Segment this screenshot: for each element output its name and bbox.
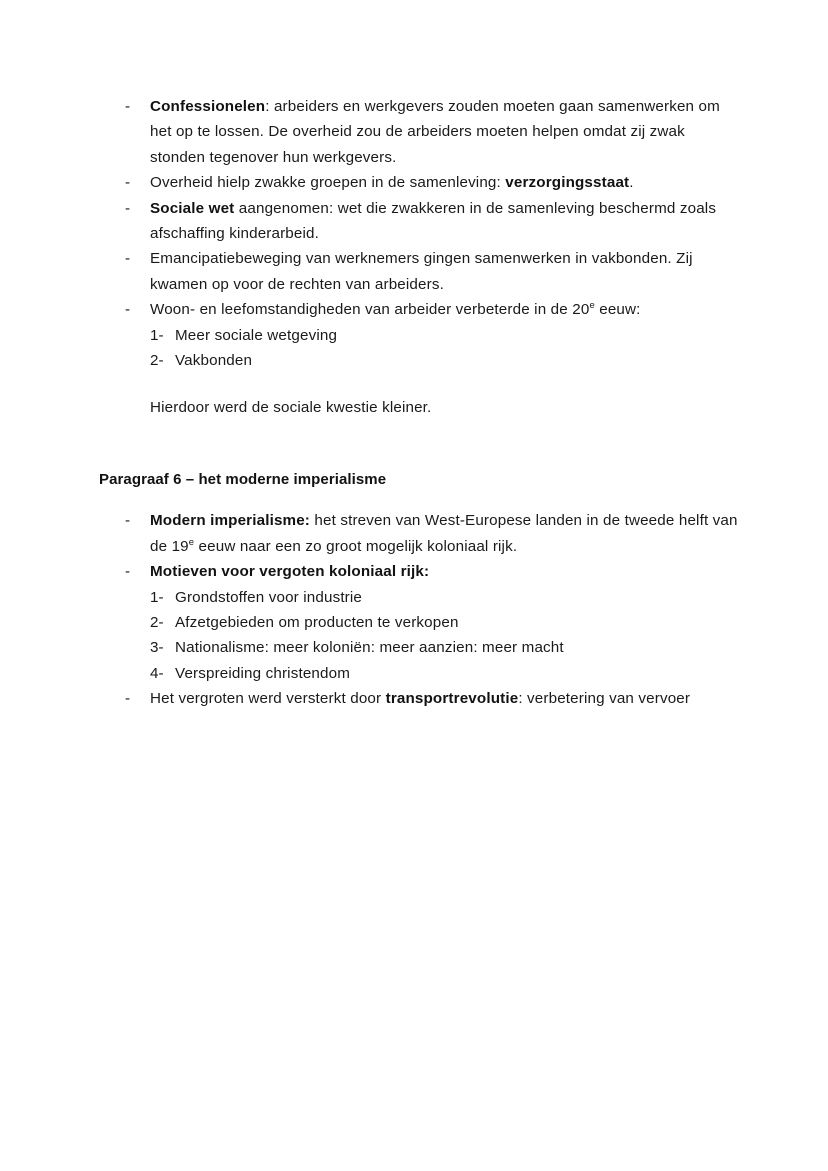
numbered-list-item: [99, 348, 739, 373]
list-item-body-pre: Woon- en leefomstandigheden van arbeider verbeterde in de 20: [150, 301, 590, 319]
dash-bullet-marker: -: [125, 690, 131, 708]
list-item: [99, 196, 739, 247]
list-item-body-post: eeuw naar een zo groot mogelijk koloniaal rijk.: [194, 537, 518, 555]
list-item-text: [150, 297, 739, 322]
paragraph-spacer: [99, 373, 739, 395]
list-item-body-post: eeuw:: [594, 301, 641, 319]
numbered-list-item: [99, 610, 739, 635]
document-content: [99, 94, 739, 712]
list-item-text: [150, 508, 739, 559]
number-marker: 1-: [150, 326, 164, 344]
dash-bullet-marker: -: [125, 174, 131, 192]
numbered-list-item: [99, 661, 739, 686]
ordinal-superscript: e: [188, 535, 195, 547]
bold-term: transportrevolutie: [385, 690, 519, 708]
numbered-list-item-text: Afzetgebieden om producten te verkopen: [175, 613, 459, 631]
list-item-text: [150, 170, 739, 195]
list-item-body: aangenomen: wet die zwakkeren in de samenleving beschermd zoals afschaffing kinderarbeid.: [150, 199, 717, 243]
list-item-text: [150, 686, 739, 711]
list-item-body: : arbeiders en werkgevers zouden moeten gaan samenwerken om het op te lossen. De overheid zou de arbeiders moeten helpen omdat zij zwak stonden tegenover hun werkgevers.: [150, 98, 720, 166]
list-item-text: [150, 94, 739, 170]
list-item-body-post: .: [629, 174, 634, 192]
dash-bullet-marker: -: [125, 301, 131, 319]
list-item-body-pre: Overheid hielp zwakke groepen in de samenleving:: [150, 174, 506, 192]
dash-bullet-marker: -: [125, 250, 131, 268]
list-item-body-pre: het streven van West-Europese landen in de tweede helft van de 19: [150, 512, 738, 555]
numbered-list-item-text: Meer sociale wetgeving: [175, 326, 338, 344]
bold-term: Modern imperialisme:: [150, 512, 311, 530]
dash-bullet-marker: -: [125, 98, 131, 115]
list-item-body-pre: Het vergroten werd versterkt door: [150, 690, 386, 708]
list-item: [99, 246, 739, 297]
list-item: [99, 297, 739, 322]
dash-bullet-marker: -: [125, 563, 131, 581]
number-marker: 3-: [150, 639, 164, 657]
list-item: [99, 170, 739, 195]
numbered-list-item-text: Verspreiding christendom: [175, 664, 351, 682]
list-item: [99, 94, 739, 170]
list-item: [99, 559, 739, 584]
numbered-list-item-text: Grondstoffen voor industrie: [175, 588, 363, 606]
section-heading: Paragraaf 6 – het moderne imperialisme: [99, 470, 387, 488]
bold-term: verzorgingsstaat: [505, 174, 630, 192]
numbered-list-item: [99, 635, 739, 660]
list-item-text: Emancipatiebeweging van werknemers gingen samenwerken in vakbonden. Zij kwamen op voor de rechten van arbeiders.: [150, 250, 693, 293]
dash-bullet-marker: -: [125, 512, 131, 530]
number-marker: 1-: [150, 588, 164, 606]
dash-bullet-marker: -: [125, 199, 131, 217]
heading-spacer: [99, 492, 739, 508]
number-marker: 2-: [150, 352, 164, 370]
section-spacer: [99, 421, 739, 467]
numbered-list-item: [99, 585, 739, 610]
section-modern-imperialism: [99, 467, 739, 712]
bold-term: Confessionelen: [150, 98, 266, 115]
number-marker: 2-: [150, 613, 164, 631]
list-item-body-post: : verbetering van vervoer: [518, 690, 691, 708]
closing-paragraph: Hierdoor werd de sociale kwestie kleiner.: [150, 399, 432, 417]
bold-term: Sociale wet: [150, 199, 235, 217]
numbered-list-item: [99, 323, 739, 348]
section-social-question: [99, 94, 739, 421]
ordinal-superscript: e: [589, 299, 595, 311]
numbered-list-item-text: Vakbonden: [175, 352, 253, 370]
number-marker: 4-: [150, 664, 164, 682]
list-item: [99, 508, 739, 559]
list-item-text: Motieven voor vergoten koloniaal rijk:: [150, 563, 430, 581]
list-item: [99, 686, 739, 711]
list-item-text: [150, 196, 739, 247]
numbered-list-item-text: Nationalisme: meer koloniën: meer aanzien: meer macht: [175, 639, 564, 657]
